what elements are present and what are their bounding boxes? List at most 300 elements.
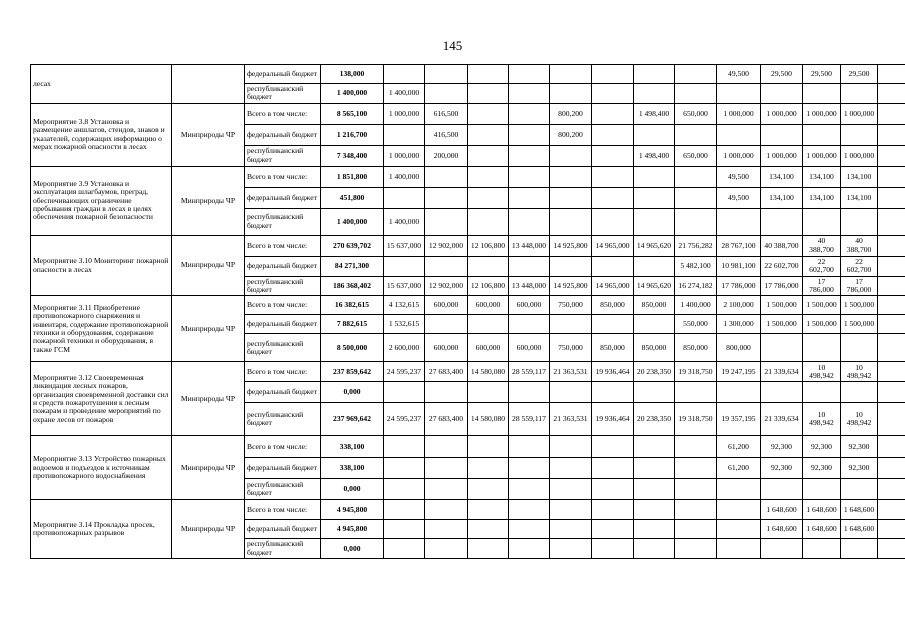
year-value-cell (841, 334, 878, 362)
total-cell: 270 639,702 (321, 235, 384, 256)
year-value-cell (509, 539, 550, 559)
year-value-cell: 1 648,600 (761, 500, 803, 520)
measure-name-cell: Мероприятие 3.9 Установка и эксплуатация шлагбаумов, преград, обеспечивающих ограничение пребывания граждан в лесах в целях обеспечения пожарной безопасности (31, 166, 172, 235)
year-value-cell (509, 436, 550, 458)
year-value-cell (841, 124, 878, 145)
funding-source-cell: федеральный бюджет (245, 315, 321, 334)
year-value-cell: 12 902,000 (425, 235, 468, 256)
empty-cell (878, 436, 905, 458)
year-value-cell (509, 145, 550, 166)
year-value-cell: 1 400,000 (384, 84, 425, 104)
year-value-cell (675, 458, 717, 479)
year-value-cell: 49,500 (717, 166, 761, 187)
year-value-cell: 61,200 (717, 436, 761, 458)
year-value-cell (468, 256, 509, 276)
year-value-cell (468, 103, 509, 124)
empty-cell (878, 276, 905, 296)
funding-source-cell: Всего в том числе: (245, 166, 321, 187)
year-value-cell: 134,100 (761, 166, 803, 187)
year-value-cell: 1 498,400 (634, 145, 675, 166)
year-value-cell: 1 000,000 (761, 145, 803, 166)
year-value-cell (761, 208, 803, 235)
year-value-cell (675, 520, 717, 539)
year-value-cell (675, 208, 717, 235)
year-value-cell: 22 602,700 (761, 256, 803, 276)
year-value-cell (425, 479, 468, 500)
year-value-cell (425, 187, 468, 208)
year-value-cell (425, 382, 468, 403)
empty-cell (878, 256, 905, 276)
year-value-cell: 10 498,942 (841, 403, 878, 436)
year-value-cell: 13 448,000 (509, 276, 550, 296)
year-value-cell (592, 382, 634, 403)
total-cell: 4 945,800 (321, 520, 384, 539)
year-value-cell: 92,300 (841, 458, 878, 479)
year-value-cell: 1 500,000 (841, 296, 878, 315)
year-value-cell: 1 000,000 (841, 145, 878, 166)
empty-cell (878, 84, 905, 104)
total-cell: 8 565,100 (321, 103, 384, 124)
year-value-cell (675, 166, 717, 187)
year-value-cell (509, 124, 550, 145)
year-value-cell: 1 000,000 (384, 103, 425, 124)
year-value-cell (761, 479, 803, 500)
year-value-cell: 134,100 (803, 166, 841, 187)
year-value-cell: 650,000 (675, 145, 717, 166)
year-value-cell (509, 84, 550, 104)
year-value-cell (592, 539, 634, 559)
year-value-cell: 2 600,000 (384, 334, 425, 362)
total-cell: 338,100 (321, 436, 384, 458)
year-value-cell: 850,000 (592, 296, 634, 315)
year-value-cell (384, 458, 425, 479)
year-value-cell: 650,000 (675, 103, 717, 124)
year-value-cell (717, 124, 761, 145)
table-row (31, 436, 905, 458)
year-value-cell (550, 187, 592, 208)
funding-source-cell: Всего в том числе: (245, 235, 321, 256)
year-value-cell (550, 166, 592, 187)
year-value-cell: 10 498,942 (841, 362, 878, 382)
year-value-cell: 12 106,800 (468, 235, 509, 256)
year-value-cell: 1 400,000 (384, 166, 425, 187)
funding-source-cell: федеральный бюджет (245, 256, 321, 276)
empty-cell (878, 479, 905, 500)
year-value-cell: 600,000 (468, 334, 509, 362)
year-value-cell (384, 187, 425, 208)
year-value-cell (675, 479, 717, 500)
year-value-cell: 17 786,000 (803, 276, 841, 296)
funding-source-cell: республиканский бюджет (245, 208, 321, 235)
year-value-cell (425, 436, 468, 458)
year-value-cell: 850,000 (634, 296, 675, 315)
total-cell: 7 882,615 (321, 315, 384, 334)
year-value-cell: 19 357,195 (717, 403, 761, 436)
year-value-cell (509, 103, 550, 124)
total-cell: 1 851,800 (321, 166, 384, 187)
year-value-cell: 24 595,237 (384, 403, 425, 436)
empty-cell (878, 458, 905, 479)
year-value-cell (675, 382, 717, 403)
year-value-cell (468, 124, 509, 145)
year-value-cell (634, 315, 675, 334)
year-value-cell: 92,300 (803, 436, 841, 458)
year-value-cell: 24 595,237 (384, 362, 425, 382)
year-value-cell (592, 520, 634, 539)
empty-cell (878, 124, 905, 145)
empty-cell (878, 315, 905, 334)
table-row (31, 296, 905, 315)
measure-name-cell: лесах (31, 65, 172, 104)
year-value-cell (717, 479, 761, 500)
year-value-cell: 14 580,080 (468, 403, 509, 436)
year-value-cell (592, 208, 634, 235)
total-cell: 8 500,000 (321, 334, 384, 362)
year-value-cell (634, 539, 675, 559)
year-value-cell (550, 458, 592, 479)
year-value-cell: 416,500 (425, 124, 468, 145)
year-value-cell (634, 124, 675, 145)
year-value-cell: 12 106,800 (468, 276, 509, 296)
year-value-cell: 28 559,117 (509, 362, 550, 382)
year-value-cell: 92,300 (841, 436, 878, 458)
year-value-cell (468, 84, 509, 104)
empty-cell (878, 235, 905, 256)
year-value-cell (425, 256, 468, 276)
total-cell: 0,000 (321, 539, 384, 559)
year-value-cell: 600,000 (425, 334, 468, 362)
year-value-cell (803, 84, 841, 104)
funding-source-cell: федеральный бюджет (245, 382, 321, 403)
year-value-cell (425, 65, 468, 84)
year-value-cell (384, 124, 425, 145)
year-value-cell (592, 256, 634, 276)
year-value-cell: 27 683,400 (425, 403, 468, 436)
empty-cell (878, 520, 905, 539)
year-value-cell (592, 458, 634, 479)
funding-source-cell: Всего в том числе: (245, 296, 321, 315)
year-value-cell (509, 458, 550, 479)
year-value-cell (761, 84, 803, 104)
year-value-cell (425, 520, 468, 539)
year-value-cell: 134,100 (841, 187, 878, 208)
year-value-cell (592, 436, 634, 458)
year-value-cell (384, 520, 425, 539)
funding-source-cell: федеральный бюджет (245, 520, 321, 539)
year-value-cell (468, 65, 509, 84)
total-cell: 4 945,800 (321, 500, 384, 520)
year-value-cell: 16 274,182 (675, 276, 717, 296)
year-value-cell: 10 498,942 (803, 403, 841, 436)
year-value-cell (717, 208, 761, 235)
total-cell: 1 216,700 (321, 124, 384, 145)
executor-cell: Минприроды ЧР (172, 103, 245, 166)
funding-source-cell: республиканский бюджет (245, 334, 321, 362)
year-value-cell (550, 65, 592, 84)
year-value-cell (761, 382, 803, 403)
year-value-cell: 134,100 (841, 166, 878, 187)
measure-name-cell: Мероприятие 3.12 Своевременная ликвидация лесных пожаров, организация своевременной доставки сил и средств пожаротушения к лесным пожарам и проведение мероприятий по охране лесов от пожаров (31, 362, 172, 436)
total-cell: 338,100 (321, 458, 384, 479)
funding-source-cell: Всего в том числе: (245, 436, 321, 458)
year-value-cell: 1 648,600 (803, 520, 841, 539)
year-value-cell (761, 539, 803, 559)
year-value-cell (509, 479, 550, 500)
year-value-cell: 1 000,000 (717, 145, 761, 166)
total-cell: 1 400,000 (321, 84, 384, 104)
year-value-cell: 14 580,080 (468, 362, 509, 382)
year-value-cell (384, 65, 425, 84)
year-value-cell: 15 637,000 (384, 276, 425, 296)
funding-source-cell: федеральный бюджет (245, 124, 321, 145)
year-value-cell: 14 965,000 (592, 276, 634, 296)
year-value-cell (550, 382, 592, 403)
year-value-cell: 750,000 (550, 334, 592, 362)
year-value-cell: 750,000 (550, 296, 592, 315)
year-value-cell: 1 000,000 (761, 103, 803, 124)
year-value-cell (634, 65, 675, 84)
empty-cell (878, 500, 905, 520)
year-value-cell (634, 166, 675, 187)
year-value-cell (509, 187, 550, 208)
year-value-cell: 29,500 (761, 65, 803, 84)
year-value-cell (592, 65, 634, 84)
executor-cell: Минприроды ЧР (172, 362, 245, 436)
year-value-cell: 21 339,634 (761, 403, 803, 436)
year-value-cell: 1 648,600 (841, 520, 878, 539)
year-value-cell: 12 902,000 (425, 276, 468, 296)
year-value-cell (425, 458, 468, 479)
year-value-cell (717, 382, 761, 403)
year-value-cell: 20 238,350 (634, 362, 675, 382)
year-value-cell: 21 339,634 (761, 362, 803, 382)
table-row (31, 235, 905, 256)
year-value-cell: 29,500 (803, 65, 841, 84)
year-value-cell: 850,000 (592, 334, 634, 362)
year-value-cell: 17 786,000 (717, 276, 761, 296)
year-value-cell (634, 382, 675, 403)
executor-cell: Минприроды ЧР (172, 296, 245, 362)
year-value-cell (803, 124, 841, 145)
year-value-cell: 800,000 (717, 334, 761, 362)
total-cell: 84 271,300 (321, 256, 384, 276)
year-value-cell (592, 124, 634, 145)
year-value-cell: 21 363,531 (550, 403, 592, 436)
year-value-cell: 17 786,000 (841, 276, 878, 296)
funding-source-cell: республиканский бюджет (245, 145, 321, 166)
empty-cell (878, 296, 905, 315)
year-value-cell (634, 208, 675, 235)
total-cell: 0,000 (321, 479, 384, 500)
year-value-cell: 29,500 (841, 65, 878, 84)
year-value-cell: 10 981,100 (717, 256, 761, 276)
empty-cell (878, 187, 905, 208)
year-value-cell (761, 334, 803, 362)
table-row (31, 500, 905, 520)
measure-name-cell: Мероприятие 3.10 Мониторинг пожарной опасности в лесах (31, 235, 172, 296)
executor-cell: Минприроды ЧР (172, 500, 245, 559)
year-value-cell: 1 000,000 (841, 103, 878, 124)
year-value-cell: 600,000 (468, 296, 509, 315)
year-value-cell (675, 65, 717, 84)
year-value-cell (509, 65, 550, 84)
executor-cell: Минприроды ЧР (172, 436, 245, 500)
year-value-cell (717, 520, 761, 539)
year-value-cell (803, 334, 841, 362)
year-value-cell (675, 500, 717, 520)
year-value-cell (592, 145, 634, 166)
year-value-cell (841, 382, 878, 403)
year-value-cell (675, 187, 717, 208)
year-value-cell: 14 965,000 (592, 235, 634, 256)
year-value-cell (468, 166, 509, 187)
year-value-cell: 92,300 (803, 458, 841, 479)
funding-source-cell: республиканский бюджет (245, 403, 321, 436)
year-value-cell (592, 500, 634, 520)
year-value-cell (634, 187, 675, 208)
total-cell: 0,000 (321, 382, 384, 403)
year-value-cell: 1 000,000 (803, 103, 841, 124)
year-value-cell: 200,000 (425, 145, 468, 166)
year-value-cell (761, 124, 803, 145)
measure-name-cell: Мероприятие 3.14 Прокладка просек, противопожарных разрывов (31, 500, 172, 559)
year-value-cell: 616,500 (425, 103, 468, 124)
year-value-cell (550, 315, 592, 334)
year-value-cell (675, 539, 717, 559)
year-value-cell: 1 500,000 (803, 296, 841, 315)
measure-name-cell: Мероприятие 3.8 Установка и размещение аншлагов, стендов, знаков и указателей, содержащих информацию о мерах пожарной опасности в лесах (31, 103, 172, 166)
year-value-cell: 1 000,000 (803, 145, 841, 166)
year-value-cell: 1 000,000 (717, 103, 761, 124)
year-value-cell (550, 84, 592, 104)
year-value-cell: 14 925,800 (550, 276, 592, 296)
table-row (31, 103, 905, 124)
empty-cell (878, 103, 905, 124)
executor-cell (172, 65, 245, 104)
year-value-cell (468, 315, 509, 334)
total-cell: 16 382,615 (321, 296, 384, 315)
year-value-cell (841, 208, 878, 235)
year-value-cell (468, 382, 509, 403)
year-value-cell (717, 539, 761, 559)
year-value-cell: 40 388,700 (841, 235, 878, 256)
year-value-cell: 1 400,000 (675, 296, 717, 315)
funding-source-cell: федеральный бюджет (245, 458, 321, 479)
year-value-cell: 14 965,620 (634, 276, 675, 296)
year-value-cell: 550,000 (675, 315, 717, 334)
year-value-cell (509, 315, 550, 334)
year-value-cell: 1 648,600 (803, 500, 841, 520)
total-cell: 1 400,000 (321, 208, 384, 235)
year-value-cell: 27 683,400 (425, 362, 468, 382)
year-value-cell: 61,200 (717, 458, 761, 479)
year-value-cell (425, 208, 468, 235)
year-value-cell (634, 520, 675, 539)
year-value-cell (592, 166, 634, 187)
year-value-cell: 13 448,000 (509, 235, 550, 256)
executor-cell: Минприроды ЧР (172, 235, 245, 296)
year-value-cell (717, 84, 761, 104)
year-value-cell: 600,000 (509, 334, 550, 362)
funding-source-cell: республиканский бюджет (245, 539, 321, 559)
year-value-cell: 14 925,800 (550, 235, 592, 256)
year-value-cell: 19 318,750 (675, 403, 717, 436)
funding-source-cell: республиканский бюджет (245, 479, 321, 500)
year-value-cell (509, 382, 550, 403)
total-cell: 7 348,400 (321, 145, 384, 166)
year-value-cell (509, 500, 550, 520)
year-value-cell (468, 539, 509, 559)
year-value-cell (468, 479, 509, 500)
year-value-cell: 22 602,700 (803, 256, 841, 276)
year-value-cell: 1 500,000 (803, 315, 841, 334)
year-value-cell: 1 500,000 (841, 315, 878, 334)
year-value-cell (675, 84, 717, 104)
year-value-cell (803, 208, 841, 235)
year-value-cell: 92,300 (761, 436, 803, 458)
year-value-cell (550, 539, 592, 559)
year-value-cell: 92,300 (761, 458, 803, 479)
funding-source-cell: федеральный бюджет (245, 65, 321, 84)
funding-source-cell: республиканский бюджет (245, 276, 321, 296)
year-value-cell (509, 256, 550, 276)
year-value-cell: 800,200 (550, 103, 592, 124)
executor-cell: Минприроды ЧР (172, 166, 245, 235)
year-value-cell: 1 500,000 (761, 296, 803, 315)
year-value-cell (634, 458, 675, 479)
year-value-cell (803, 539, 841, 559)
year-value-cell (425, 500, 468, 520)
funding-source-cell: Всего в том числе: (245, 103, 321, 124)
year-value-cell (592, 84, 634, 104)
year-value-cell (634, 84, 675, 104)
year-value-cell: 1 532,615 (384, 315, 425, 334)
year-value-cell: 10 498,942 (803, 362, 841, 382)
year-value-cell: 1 648,600 (841, 500, 878, 520)
year-value-cell: 19 936,464 (592, 362, 634, 382)
table-row (31, 65, 905, 84)
year-value-cell (468, 187, 509, 208)
year-value-cell (468, 500, 509, 520)
year-value-cell (634, 500, 675, 520)
year-value-cell: 134,100 (761, 187, 803, 208)
year-value-cell (468, 520, 509, 539)
year-value-cell (550, 479, 592, 500)
year-value-cell: 22 602,700 (841, 256, 878, 276)
year-value-cell: 1 498,400 (634, 103, 675, 124)
year-value-cell: 19 247,195 (717, 362, 761, 382)
year-value-cell (550, 520, 592, 539)
table-row (31, 362, 905, 382)
total-cell: 451,800 (321, 187, 384, 208)
year-value-cell (384, 256, 425, 276)
year-value-cell: 1 000,000 (384, 145, 425, 166)
year-value-cell (425, 539, 468, 559)
year-value-cell: 28 559,117 (509, 403, 550, 436)
year-value-cell (803, 479, 841, 500)
year-value-cell: 4 132,615 (384, 296, 425, 315)
year-value-cell (509, 520, 550, 539)
empty-cell (878, 166, 905, 187)
year-value-cell (384, 479, 425, 500)
table-row (31, 166, 905, 187)
empty-cell (878, 65, 905, 84)
year-value-cell: 49,500 (717, 187, 761, 208)
empty-cell (878, 403, 905, 436)
year-value-cell (550, 208, 592, 235)
year-value-cell: 21 363,531 (550, 362, 592, 382)
empty-cell (878, 539, 905, 559)
